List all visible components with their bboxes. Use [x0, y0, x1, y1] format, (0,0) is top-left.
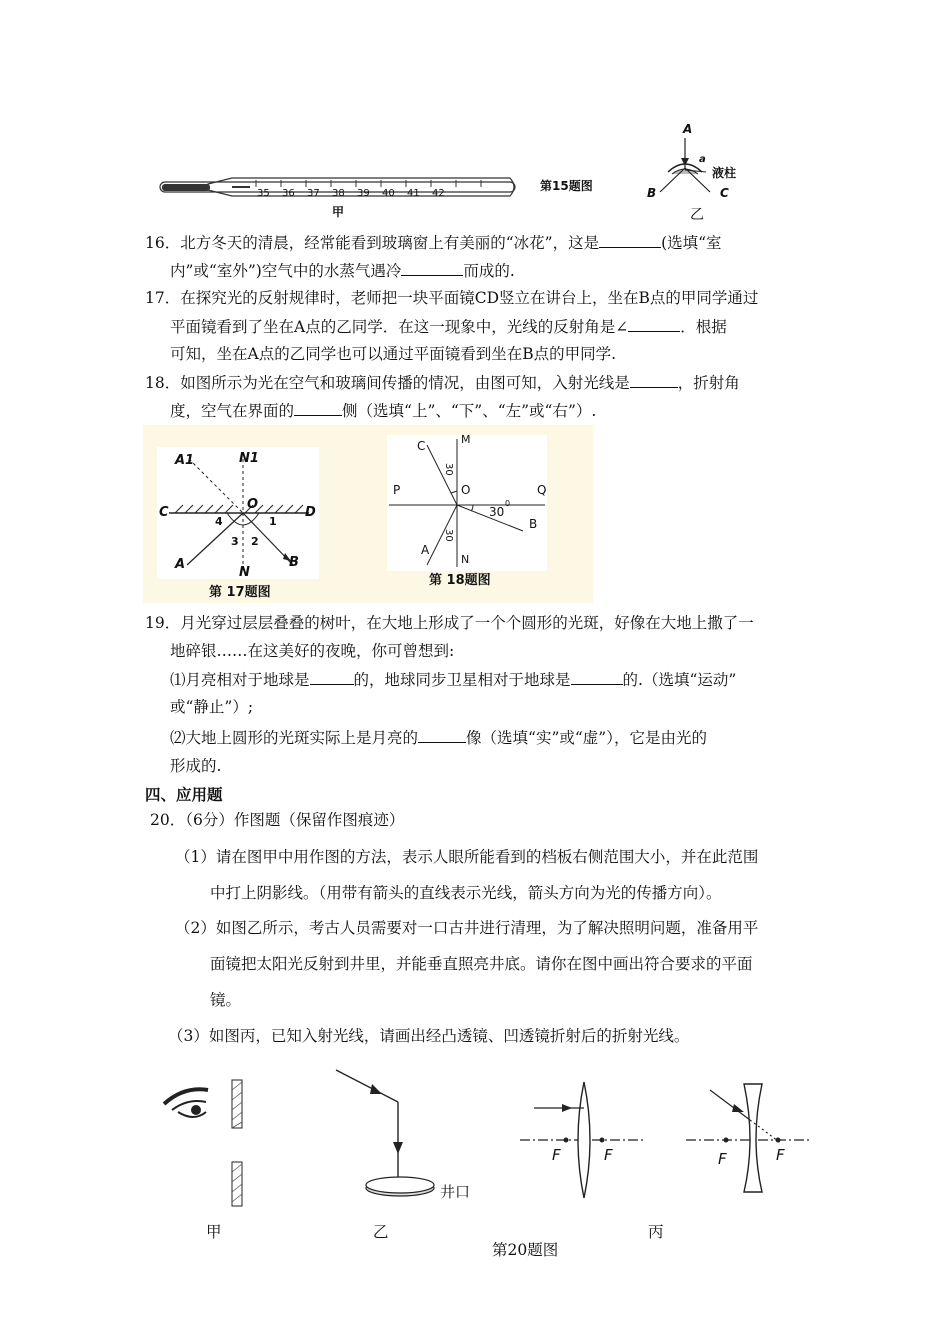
figures-17-18-panel — [143, 425, 593, 603]
fig17-label-3: 3 — [231, 535, 239, 548]
fig18-label-Q: Q — [537, 483, 547, 497]
q20-line-1: 20．（6分）作图题（保留作图痕迹） — [150, 811, 405, 829]
q19-blank-2[interactable] — [571, 668, 623, 685]
q18-blank-2[interactable] — [294, 399, 342, 416]
fig18-label-C: C — [417, 439, 426, 453]
q16-blank-1[interactable] — [599, 231, 661, 248]
q18-blank-1[interactable] — [630, 371, 678, 388]
q19-blank-1[interactable] — [310, 668, 354, 685]
fig17-label-2: 2 — [251, 535, 259, 548]
fig17-label-N: N — [239, 565, 250, 580]
q18-line-2: 度，空气在界面的 侧（选填“上”、“下”、“左”或“右”）. — [170, 399, 596, 422]
fig15-label-B: B — [647, 186, 657, 200]
q20-part3-line-1: （3）如图丙，已知入射光线，请画出经凸透镜、凹透镜折射后的折射光线。 — [168, 1027, 690, 1045]
q17-line-2: 平面镜看到了坐在A点的乙同学．在这一现象中，光线的反射角是∠ ．根据 — [170, 315, 727, 338]
q19-line-2: 地碎银……在这美好的夜晚，你可曾想到: — [170, 642, 455, 660]
q20-part1-line-1: （1）请在图甲中用作图的方法，表示人眼所能看到的档板右侧范围大小，并在此范围 — [175, 848, 759, 866]
fig20-drawings — [150, 1060, 820, 1220]
fig20-label-bing: 丙 — [648, 1223, 664, 1241]
fig18-refraction-diagram — [387, 435, 547, 571]
q18-line-1: 18．如图所示为光在空气和玻璃间传播的情况，由图可知，入射光线是 ，折射角 — [145, 371, 740, 394]
q16-line-2: 内”或“室外”)空气中的水蒸气遇冷 而成的. — [170, 259, 515, 282]
fig18-angle-right-deg: 0 — [505, 499, 511, 508]
q16-line-1: 16．北方冬天的清晨，经常能看到玻璃窗上有美丽的“冰花”，这是 (选填“室 — [145, 231, 722, 254]
fig17-label-A1: A1 — [175, 453, 195, 468]
fig17-label-O: O — [247, 497, 259, 512]
fig20-caption: 第20题图 — [492, 1241, 559, 1259]
fig18-label-N: N — [461, 553, 470, 566]
fig20-F-2: F — [604, 1146, 613, 1164]
fig20-F-4: F — [776, 1146, 785, 1164]
fig17-label-B: B — [289, 555, 299, 570]
fig18-label-O: O — [461, 483, 471, 497]
scale-label-35: 35 — [257, 188, 270, 199]
fig15-label-C: C — [720, 186, 729, 200]
fig20-label-jia: 甲 — [206, 1223, 222, 1241]
q19-line-4: 或“静止”）; — [170, 698, 254, 716]
q17-line-1: 17．在探究光的反射规律时，老师把一块平面镜CD竖立在讲台上，坐在B点的甲同学通过 — [145, 289, 759, 307]
fig15-label-A: A — [683, 122, 693, 136]
liquid-column-diagram — [640, 120, 770, 220]
fig18-caption: 第 18题图 — [429, 573, 491, 588]
fig17-label-C: C — [159, 505, 169, 520]
fig15-caption: 第15题图 — [540, 179, 593, 193]
section-4-title: 四、应用题 — [145, 785, 223, 804]
fig20-label-yi: 乙 — [373, 1223, 389, 1241]
fig18-angle-bottom: 30 — [443, 529, 454, 542]
fig15-label-jia: 甲 — [332, 205, 345, 219]
fig20-F-3: F — [718, 1150, 727, 1168]
fig18-label-M: M — [461, 433, 471, 446]
scale-label-37: 37 — [307, 188, 320, 199]
q19-line-6: 形成的. — [170, 757, 222, 775]
fig17-label-1: 1 — [269, 515, 277, 528]
q16-blank-2[interactable] — [401, 259, 463, 276]
scale-label-42: 42 — [432, 188, 445, 199]
q19-line-1: 19．月光穿过层层叠叠的树叶，在大地上形成了一个个圆形的光斑，好像在大地上撒了一 — [145, 614, 754, 632]
q17-blank-1[interactable] — [628, 315, 680, 332]
fig15-label-liquid: 液柱 — [712, 166, 737, 180]
fig18-label-P: P — [393, 483, 401, 497]
fig17-label-N1: N1 — [239, 451, 259, 466]
scale-label-40: 40 — [382, 188, 395, 199]
fig18-angle-right: 30 — [489, 505, 505, 519]
q20-part2-line-3: 镜。 — [210, 991, 242, 1009]
fig17-label-4: 4 — [215, 515, 223, 528]
fig17-label-A: A — [175, 557, 186, 572]
q19-line-3: ⑴月亮相对于地球是 的，地球同步卫星相对于地球是 的.（选填“运动” — [170, 668, 736, 691]
q19-line-5: ⑵大地上圆形的光斑实际上是月亮的 像（选填“实”或“虚”），它是由光的 — [170, 726, 707, 749]
fig17-label-D: D — [305, 505, 316, 520]
fig20-well-label: 井口 — [440, 1183, 471, 1201]
fig18-angle-top: 30 — [443, 463, 454, 476]
fig15-label-yi: 乙 — [690, 207, 704, 223]
fig17-caption: 第 17题图 — [209, 585, 271, 600]
q19-blank-3[interactable] — [418, 726, 466, 743]
scale-label-38: 38 — [332, 188, 345, 199]
scale-label-39: 39 — [357, 188, 370, 199]
q20-part2-line-1: （2）如图乙所示，考古人员需要对一口古井进行清理，为了解决照明问题，准备用平 — [175, 919, 759, 937]
scale-label-41: 41 — [407, 188, 420, 199]
q17-line-3: 可知，坐在A点的乙同学也可以通过平面镜看到坐在B点的甲同学. — [170, 345, 617, 363]
fig15-label-a: a — [699, 154, 706, 165]
q20-part2-line-2: 面镜把太阳光反射到井里，并能垂直照亮井底。请你在图中画出符合要求的平面 — [210, 955, 753, 973]
fig18-label-B: B — [529, 517, 538, 531]
fig20-F-1: F — [552, 1146, 561, 1164]
eye-icon — [164, 1089, 208, 1117]
figure-15 — [150, 120, 770, 223]
fig18-label-A: A — [421, 543, 430, 557]
q20-part1-line-2: 中打上阴影线。（用带有箭头的直线表示光线，箭头方向为光的传播方向）。 — [210, 884, 722, 902]
scale-label-36: 36 — [282, 188, 295, 199]
